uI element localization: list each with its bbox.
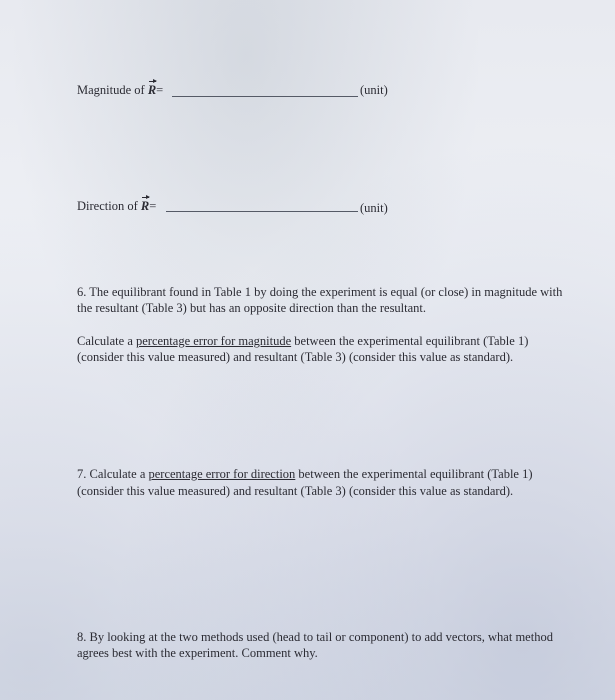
q6-underlined-term: percentage error for magnitude xyxy=(136,334,292,348)
q8-line-1: 8. By looking at the two methods used (head to tail or component) to add vectors, what method xyxy=(77,630,553,644)
direction-label-prefix: Direction of xyxy=(77,199,141,213)
direction-unit: (unit) xyxy=(360,201,388,215)
q7-line-1 xyxy=(77,466,533,483)
q7-line-2: (consider this value measured) and resultant (Table 3) (consider this value as standard). xyxy=(77,484,514,498)
q8-line-2: agrees best with the experiment. Comment why. xyxy=(77,646,318,660)
r-vector-symbol: R xyxy=(140,199,150,213)
q7-underlined-term: percentage error for direction xyxy=(148,467,296,481)
direction-label-suffix: = xyxy=(149,199,157,213)
q6-instruction-line-2: (consider this value measured) and resultant (Table 3) (consider this value as standard). xyxy=(77,350,514,364)
magnitude-answer-blank[interactable] xyxy=(172,96,358,97)
direction-answer-blank[interactable] xyxy=(166,211,358,212)
q7-text-end: between the experimental equilibrant (Table 1) xyxy=(295,467,533,481)
magnitude-label-prefix: Magnitude of xyxy=(77,83,148,97)
r-vector-symbol: R xyxy=(147,83,157,97)
magnitude-label-suffix: = xyxy=(156,83,164,97)
direction-label xyxy=(77,198,156,214)
q7-text: 7. Calculate a xyxy=(77,467,149,481)
q6-instruction-text-end: between the experimental equilibrant (Table 1) xyxy=(291,334,529,348)
q6-line-2: the resultant (Table 3) but has an opposite direction than the resultant. xyxy=(77,301,427,315)
magnitude-unit: (unit) xyxy=(360,83,388,97)
magnitude-label xyxy=(77,82,163,98)
q6-instruction-line-1 xyxy=(77,333,528,350)
q6-instruction-text: Calculate a xyxy=(77,334,136,348)
q6-line-1: 6. The equilibrant found in Table 1 by doing the experiment is equal (or close) in magnitude with xyxy=(77,285,563,299)
